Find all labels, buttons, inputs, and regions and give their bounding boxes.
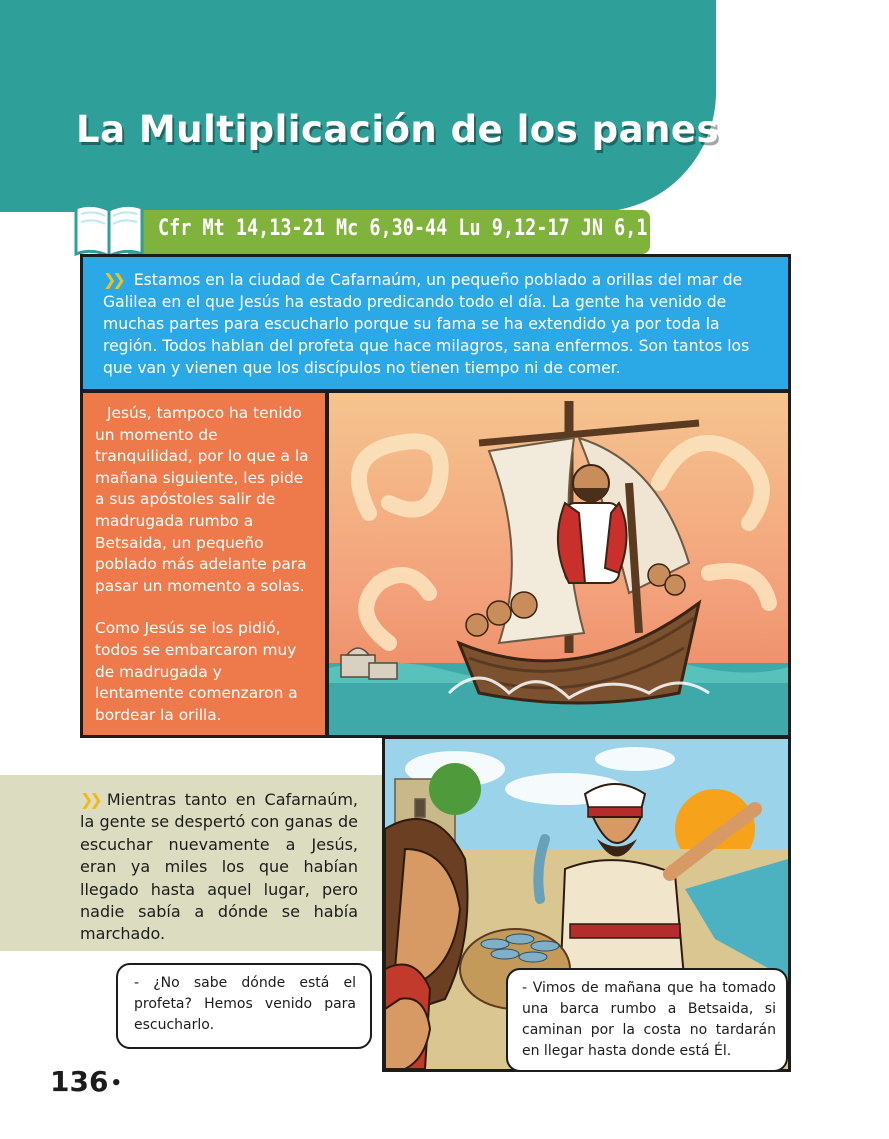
double-chevron-right-icon: ❯❯ [103, 270, 122, 289]
scripture-reference: Cfr Mt 14,13-21 Mc 6,30-44 Lu 9,12-17 JN 6,1-13 [158, 216, 681, 241]
page-title: La Multiplicación de los panes [76, 108, 720, 151]
intro-panel [80, 254, 791, 392]
speech-bubble-right [506, 968, 788, 1072]
speech-bubble-left [116, 963, 372, 1049]
story-text-panel [80, 390, 328, 738]
double-chevron-right-icon: ❯❯ [80, 790, 99, 809]
open-book-icon [72, 200, 146, 260]
narration-text: Mientras tanto en Cafarnaúm, la gente se despertó con ganas de escuchar nuevamente a Jesús, eran ya miles los que habían llegado hasta aquel lugar, pero nadie sabía a dónde se había marchado. [80, 790, 358, 944]
narration-text-block [80, 789, 358, 946]
page-number-bullet: • [110, 1072, 122, 1094]
story-paragraph-2: Como Jesús se los pidió, todos se embarcaron muy de madrugada y lentamente comenzaron a bordear la orilla. [95, 619, 298, 724]
scripture-reference-bar [128, 210, 681, 254]
header-banner [0, 0, 716, 212]
speech-bubble-left-text: - ¿No sabe dónde está el profeta? Hemos venido para escucharlo. [134, 975, 356, 1033]
speech-bubble-right-text: - Vimos de mañana que ha tomado una barca rumbo a Betsaida, si caminan por la costa no tardarán en llegar hasta donde está Él. [522, 980, 776, 1059]
story-paragraph-1: Jesús, tampoco ha tenido un momento de tranquilidad, por lo que a la mañana siguiente, les pide a sus apóstoles salir de madrugada rumbo a Betsaida, un pequeño poblado más adelante para pasar un momento a solas. [95, 404, 309, 595]
boat-illustration [329, 393, 788, 735]
page-number [50, 1065, 122, 1098]
page-number-value: 136 [50, 1065, 109, 1098]
intro-text: Estamos en la ciudad de Cafarnaúm, un pequeño poblado a orillas del mar de Galilea en el que Jesús ha estado predicando todo el día. La gente ha venido de muchas partes para escucharlo porque su fama se ha extendido ya por toda la región. Todos hablan del profeta que hace milagros, sana enfermos. Son tantos los que van y vienen que los discípulos no tienen tiempo ni de comer. [103, 271, 750, 377]
boat-illustration-panel [326, 390, 791, 738]
